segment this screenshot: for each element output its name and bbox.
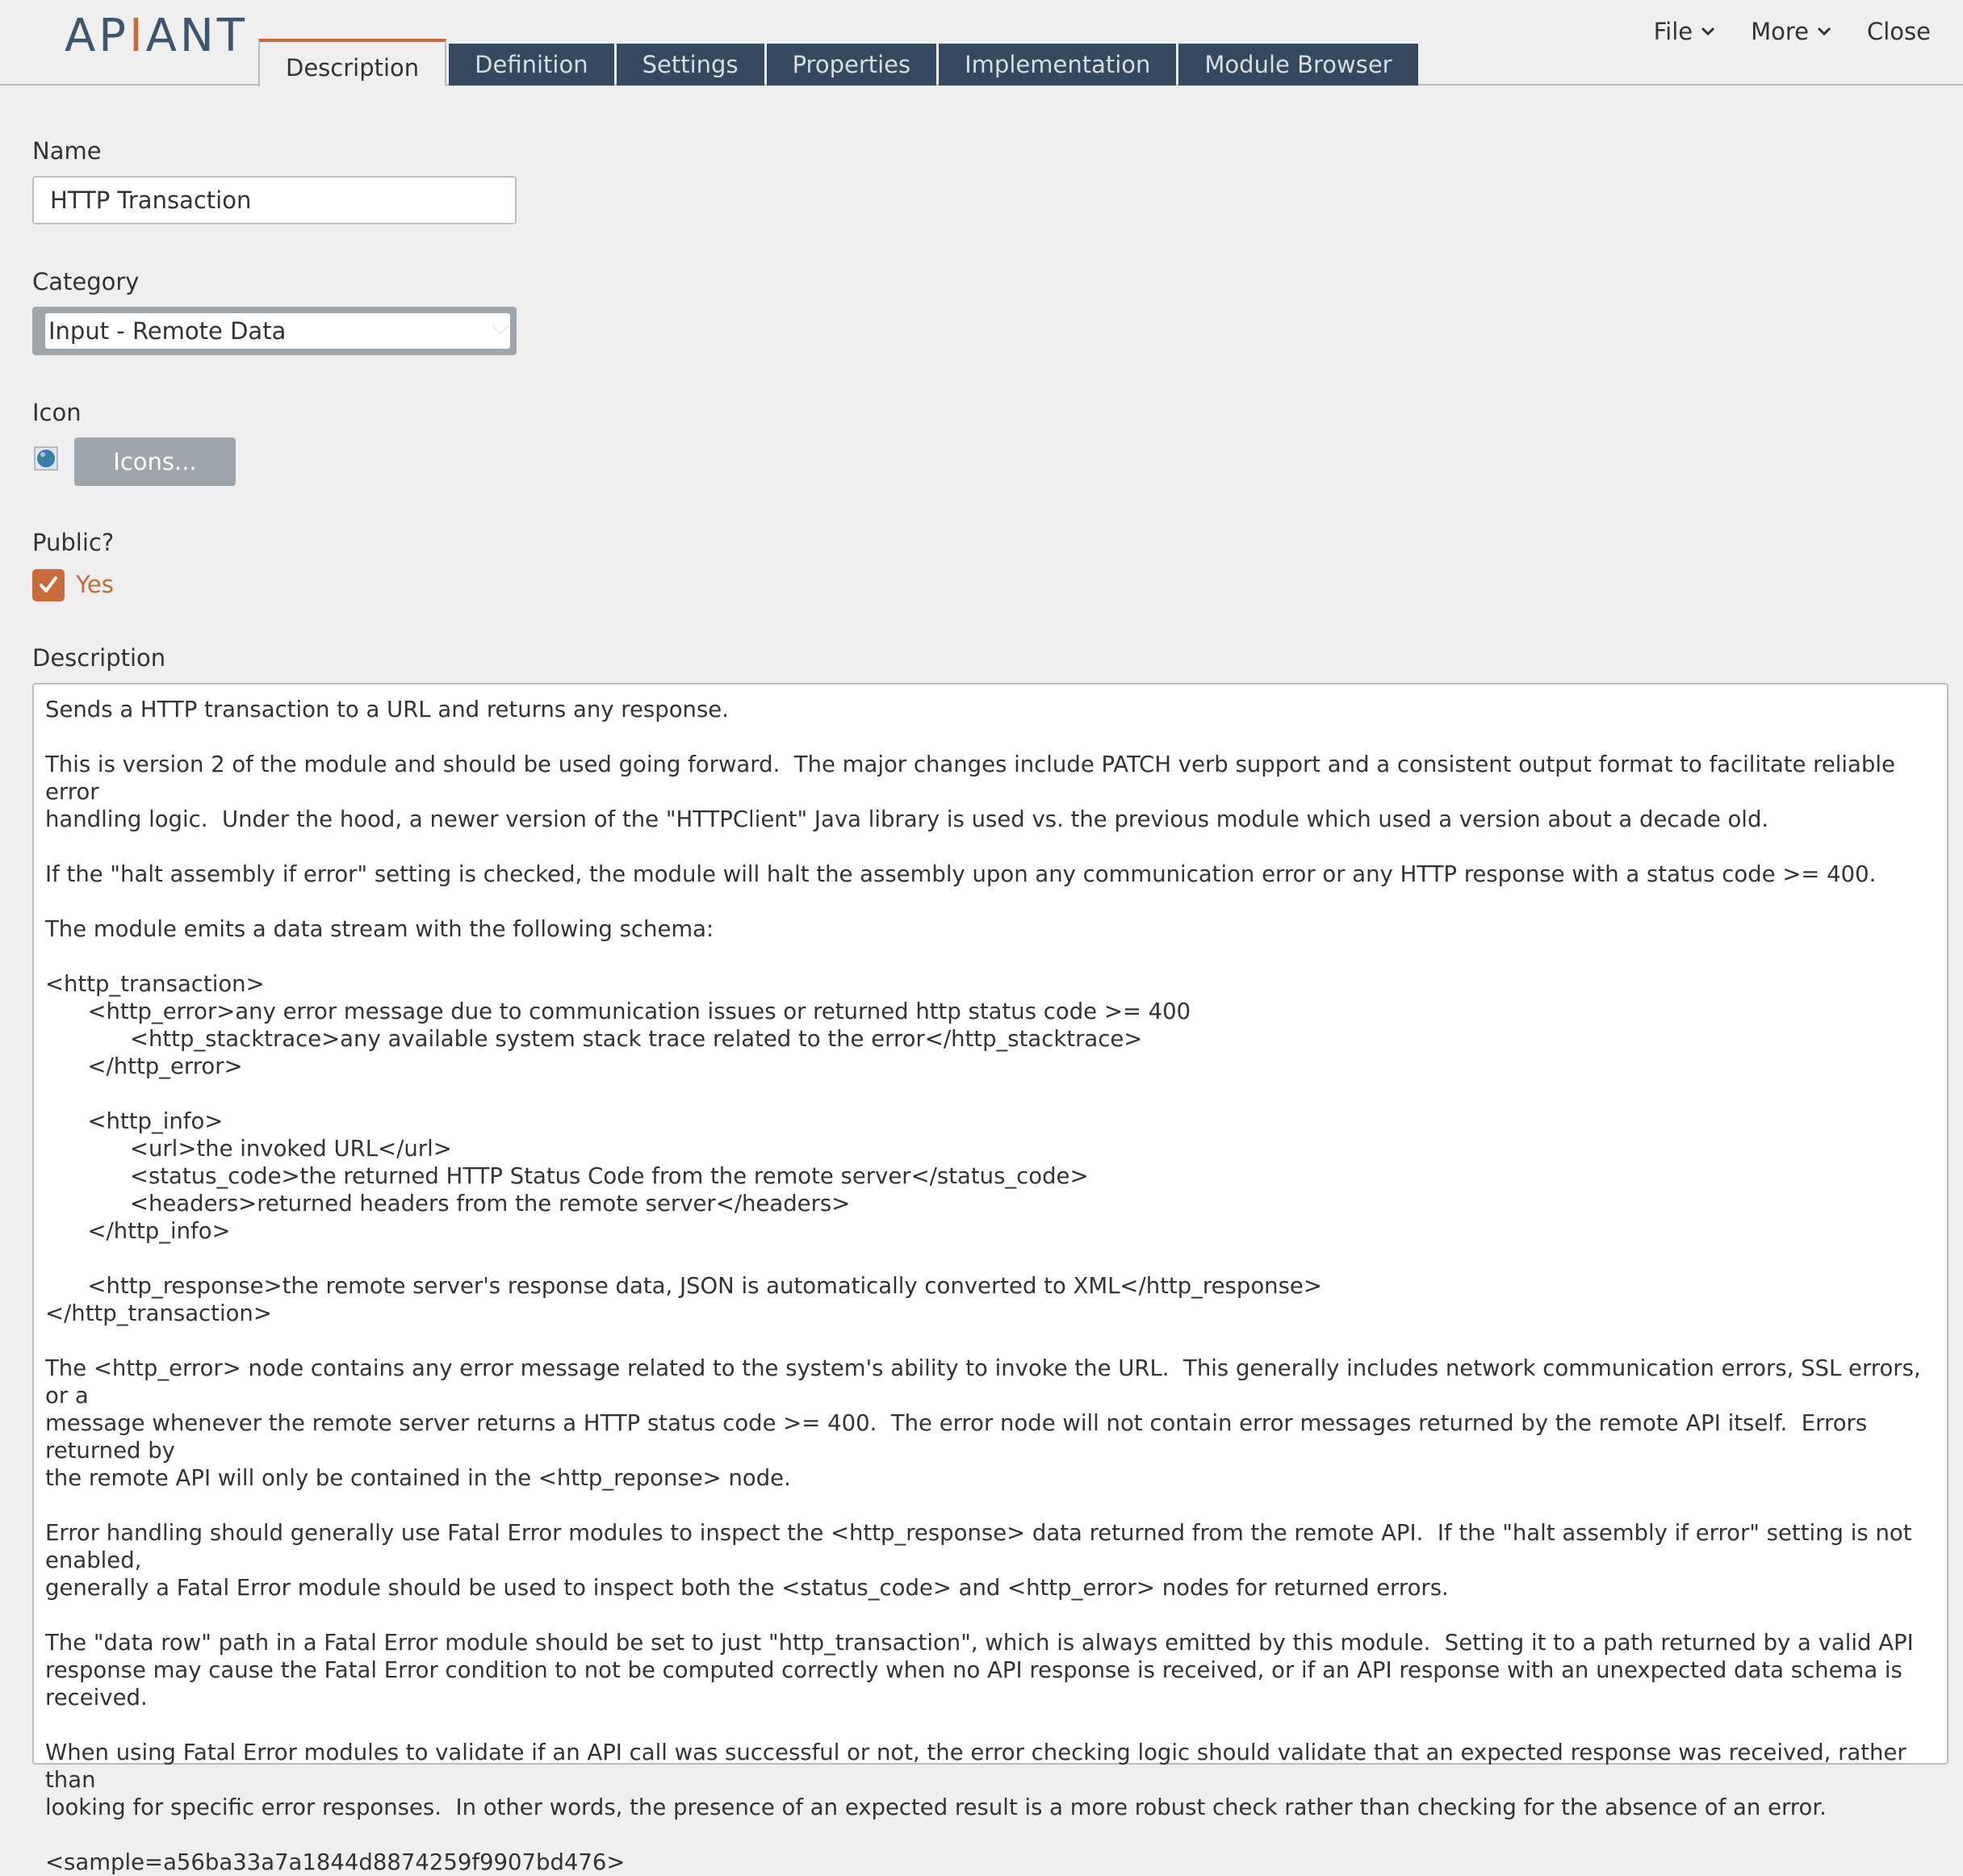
tab-module-browser[interactable]: Module Browser: [1178, 44, 1417, 86]
apiant-logo[interactable]: [65, 8, 248, 65]
logo-text-start: AP: [65, 10, 130, 62]
check-icon: [36, 573, 61, 597]
category-select[interactable]: [32, 307, 517, 355]
name-input[interactable]: [32, 176, 517, 224]
tab-properties[interactable]: Properties: [767, 44, 937, 86]
icons-button[interactable]: Icons...: [74, 438, 236, 486]
public-checkbox-label[interactable]: Yes: [76, 571, 114, 598]
chevron-down-icon: [1701, 27, 1715, 36]
description-label: Description: [32, 644, 166, 672]
app-header: [0, 0, 1963, 86]
logo-text-end: ANT: [145, 10, 248, 62]
more-menu[interactable]: [1751, 18, 1831, 45]
file-menu[interactable]: [1654, 18, 1716, 45]
tab-settings[interactable]: Settings: [617, 44, 764, 86]
description-text: Sends a HTTP transaction to a URL and returns any response. This is version 2 of the module and should be used going forward. The major changes include PATCH verb support and a consistent output format to facilitate reliable error handling logic. Under the hood, a newer version of the "HTTPClient" Java library is used vs. the previous module which used a version about a decade old. If the "halt assembly if error" setting is checked, the module will halt the assembly upon any communication error or any HTTP response with a status code >= 400. The module emits a data stream with the following schema: <http_transaction> <http_error>any error message due to communication issues or returned http status code >= 400 <http_stacktrace>any available system stack trace related to the error</http_stacktrace> </http_error> <http_info> <url>the invoked URL</url> <status_code>the returned HTTP Status Code from the remote server</status_code> <headers>returned headers from the remote server</headers> </http_info> <http_response>the remote server's response data, JSON is automatically converted to XML</http_response> </http_transaction> The <http_error> node contains any error message related to the system's ability to invoke the URL. This generally includes network communication errors, SSL errors, or a message whenever the remote server returns a HTTP status code >= 400. The error node will not contain error messages returned by the remote API itself. Errors returned by the remote API will only be contained in the <http_reponse> node. Error handling should generally use Fatal Error modules to inspect the <http_response> data returned from the remote API. If the "halt assembly if error" setting is not enabled, generally a Fatal Error module should be used to inspect both the <status_code> and <http_error> nodes for returned errors. The "data row" path in a Fatal Error module should be set to just "http_transaction", which is always emitted by this module. Setting it to a path returned by a valid API response may cause the Fatal Error condition to not be computed correctly when no API response is received, or if an API response with an unexpected data schema is received. When using Fatal Error modules to validate if an API call was successful or not, the error checking logic should validate that an expected response was received, rather than looking for specific error responses. In other words, the presence of an expected result is a more robust check rather than checking for the absence of an error. <sample=a56ba33a7a1844d8874259f9907bd476>: [45, 697, 1921, 1875]
close-button[interactable]: [1867, 18, 1931, 45]
close-button-label: Close: [1867, 18, 1931, 45]
tab-definition[interactable]: Definition: [449, 44, 613, 86]
icon-label: Icon: [32, 399, 82, 426]
public-label: Public?: [32, 529, 115, 556]
top-menu: [1618, 18, 1931, 45]
tab-bar: [258, 37, 1421, 86]
category-label: Category: [32, 268, 140, 295]
name-label: Name: [32, 137, 102, 165]
logo-text-accent: I: [129, 10, 146, 62]
category-select-value: Input - Remote Data: [45, 313, 510, 349]
chevron-down-icon: [1817, 27, 1831, 36]
more-menu-label: More: [1751, 18, 1809, 45]
chevron-down-icon: [489, 320, 512, 341]
file-menu-label: File: [1653, 18, 1693, 45]
public-checkbox[interactable]: [32, 569, 65, 601]
description-textarea[interactable]: [32, 683, 1948, 1875]
tab-implementation[interactable]: Implementation: [939, 44, 1176, 86]
globe-icon: [34, 446, 58, 471]
tab-description[interactable]: Description: [258, 39, 446, 87]
